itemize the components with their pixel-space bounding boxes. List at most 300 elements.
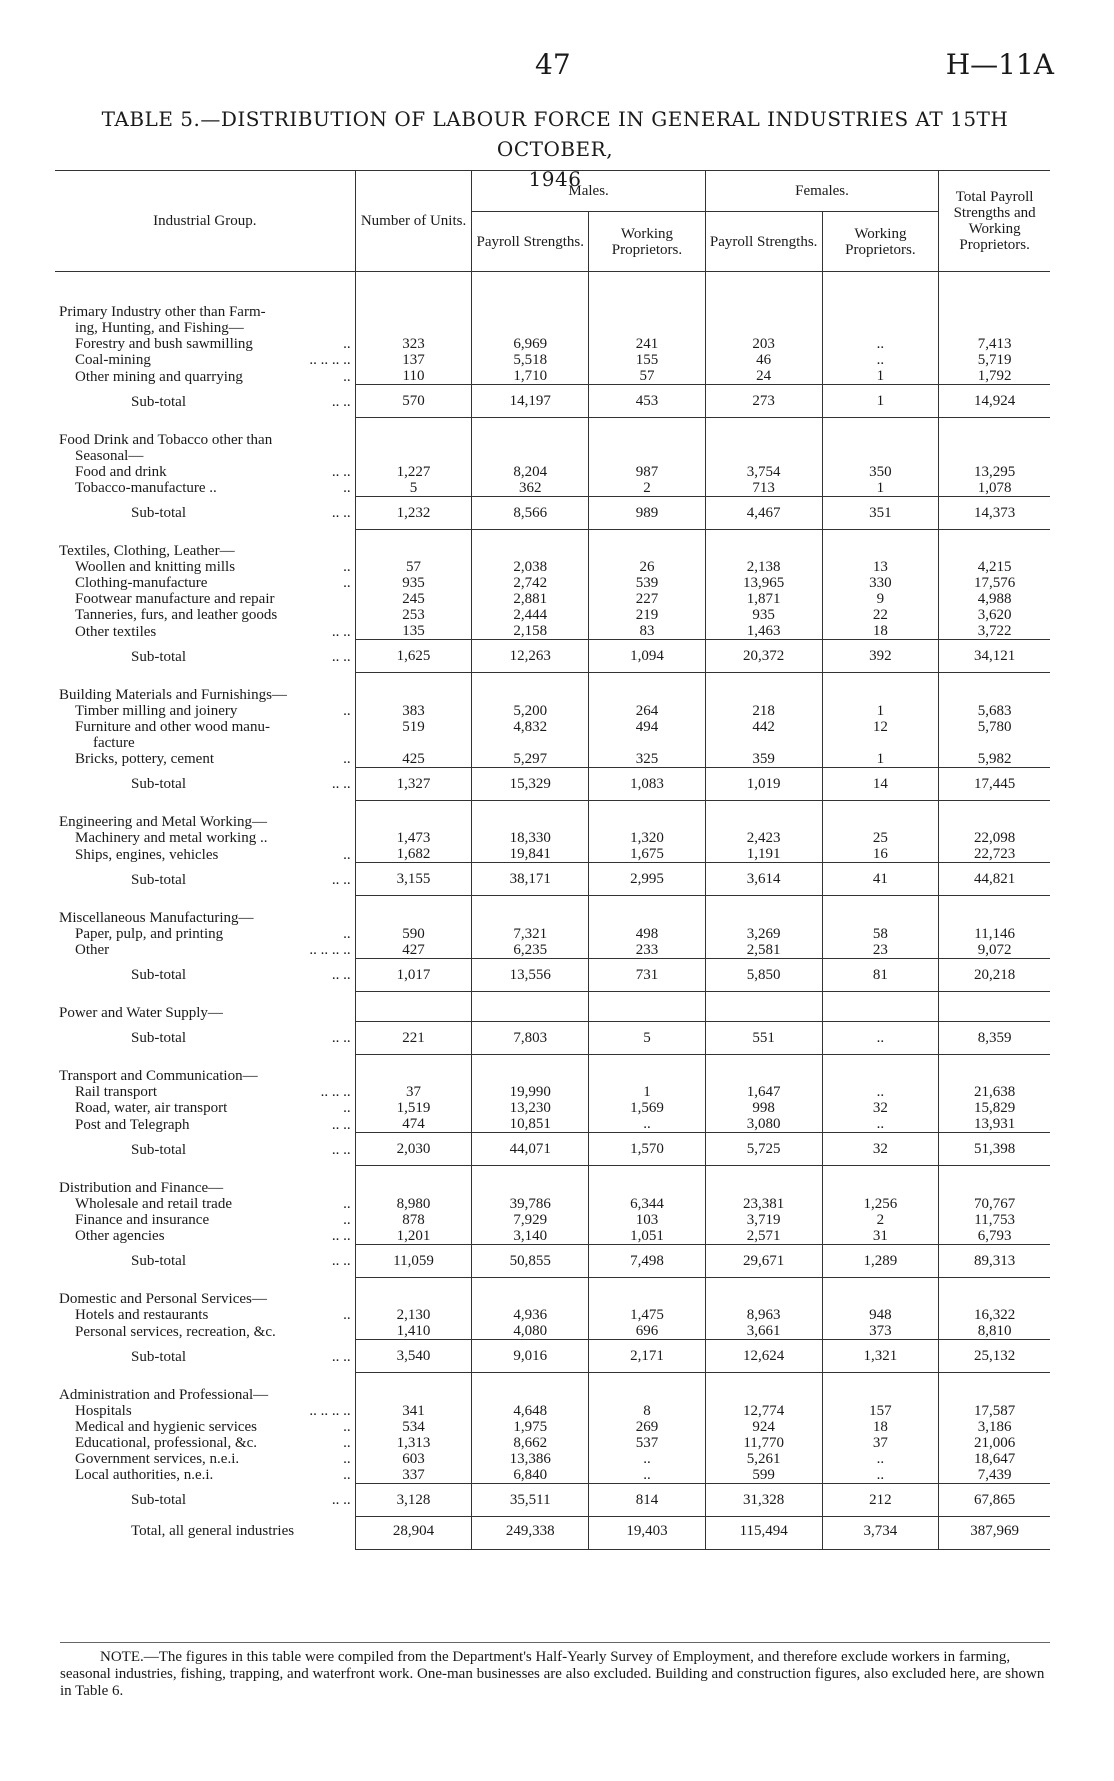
header-females-payroll: Payroll Strengths.: [705, 212, 822, 272]
cell-total: 3,186: [939, 1419, 1050, 1435]
cell-males-working: 233: [589, 942, 706, 959]
blank-cell: [822, 673, 939, 703]
section-heading-row: [55, 800, 1050, 830]
cell-females-payroll: 1,019: [705, 767, 822, 800]
cell-males-payroll: 4,936: [472, 1307, 589, 1323]
cell-females-payroll: 13,965: [705, 575, 822, 591]
section-heading: ing, Hunting, and Fishing—: [75, 320, 244, 336]
blank-cell: [939, 896, 1050, 926]
leader-dots: ..: [343, 846, 351, 863]
blank-cell: [472, 290, 589, 320]
cell-females-payroll: 3,269: [705, 926, 822, 942]
blank-cell: [589, 529, 706, 559]
cell-females-payroll: 24: [705, 368, 822, 385]
cell-males-working: 83: [589, 623, 706, 640]
cell-males-payroll: 8,566: [472, 496, 589, 529]
leader-dots: ..: [343, 925, 351, 942]
blank-cell: [705, 991, 822, 1021]
table-row: [55, 1419, 1050, 1435]
cell-females-payroll: 1,191: [705, 846, 822, 863]
blank-cell: [939, 290, 1050, 320]
blank-cell: [822, 320, 939, 336]
cell-total: 51,398: [939, 1133, 1050, 1166]
page-number: 47: [535, 48, 571, 81]
cell-females-payroll: 5,725: [705, 1133, 822, 1166]
cell-males-working: 26: [589, 559, 706, 575]
cell-females-working: 37: [822, 1435, 939, 1451]
cell-units: 935: [355, 575, 472, 591]
row-label-text: Sub-total: [131, 776, 186, 792]
cell-males-payroll: 1,710: [472, 368, 589, 385]
subtotal-label: [55, 385, 355, 418]
row-label: [55, 352, 355, 368]
row-label: [55, 1403, 355, 1419]
cell-males-payroll: 39,786: [472, 1196, 589, 1212]
cell-males-payroll: 7,929: [472, 1212, 589, 1228]
cell-total: 14,373: [939, 496, 1050, 529]
spacer-cell: [939, 272, 1050, 291]
row-label: [55, 703, 355, 719]
section-heading: Engineering and Metal Working—: [59, 814, 268, 830]
cell-females-working: 23: [822, 942, 939, 959]
row-label-text: Tanneries, furs, and leather goods: [75, 607, 278, 623]
cell-males-payroll: 44,071: [472, 1133, 589, 1166]
leader-dots: .. ..: [331, 967, 351, 983]
table-row: [55, 942, 1050, 959]
blank-cell: [705, 1054, 822, 1084]
cell-males-payroll: 2,881: [472, 591, 589, 607]
leader-dots: .. ..: [331, 1492, 351, 1508]
leader-dots: ..: [343, 1195, 351, 1212]
cell-females-payroll: 2,138: [705, 559, 822, 575]
blank-cell: [589, 1277, 706, 1307]
cell-units: 1,473: [355, 830, 472, 846]
section-heading: Textiles, Clothing, Leather—: [59, 543, 235, 559]
blank-cell: [355, 1054, 472, 1084]
cell-females-payroll: [705, 735, 822, 751]
blank-cell: [939, 1373, 1050, 1403]
blank-cell: [472, 529, 589, 559]
blank-cell: [822, 290, 939, 320]
cell-total: 18,647: [939, 1451, 1050, 1467]
blank-cell: [705, 1166, 822, 1196]
blank-cell: [589, 800, 706, 830]
section-heading: Distribution and Finance—: [59, 1179, 224, 1196]
cell-units: 590: [355, 926, 472, 942]
cell-males-payroll: [472, 735, 589, 751]
cell-females-payroll: 20,372: [705, 640, 822, 673]
blank-cell: [939, 673, 1050, 703]
blank-cell: [939, 320, 1050, 336]
cell-females-working: 212: [822, 1483, 939, 1516]
blank-cell: [589, 290, 706, 320]
row-label-text: Other: [75, 942, 110, 958]
cell-females-payroll: 935: [705, 607, 822, 623]
cell-females-working: 1: [822, 368, 939, 385]
cell-males-payroll: 5,297: [472, 751, 589, 768]
section-heading-row: [55, 448, 1050, 464]
blank-cell: [589, 320, 706, 336]
cell-males-working: 498: [589, 926, 706, 942]
row-label-text: Hospitals: [75, 1402, 132, 1419]
blank-cell: [589, 673, 706, 703]
subtotal-row: [55, 640, 1050, 673]
table-row: [55, 735, 1050, 751]
blank-cell: [472, 320, 589, 336]
cell-units: 135: [355, 623, 472, 640]
leader-dots: .. ..: [331, 1228, 351, 1244]
subtotal-row: [55, 863, 1050, 896]
cell-total: 13,295: [939, 464, 1050, 480]
cell-females-payroll: 4,467: [705, 496, 822, 529]
cell-females-working: 12: [822, 719, 939, 735]
row-label-text: Sub-total: [131, 1141, 186, 1158]
row-label-text: Rail transport: [75, 1084, 158, 1100]
subtotal-label: [55, 1021, 355, 1054]
table-row: [55, 352, 1050, 368]
cell-males-payroll: 7,321: [472, 926, 589, 942]
cell-units: 1,682: [355, 846, 472, 863]
blank-cell: [355, 1373, 472, 1403]
cell-females-payroll: 115,494: [705, 1516, 822, 1549]
row-label-text: Total, all general industries: [131, 1523, 295, 1539]
cell-females-working: ..: [822, 336, 939, 352]
leader-dots: .. ..: [331, 1141, 351, 1158]
cell-females-payroll: 3,614: [705, 863, 822, 896]
cell-units: 425: [355, 751, 472, 768]
table-row: [55, 464, 1050, 480]
header-males: Males.: [472, 171, 705, 212]
footnote: NOTE.—The figures in this table were compiled from the Department's Half-Yearly Survey of Employment, and therefore exclude workers in farming, seasonal industries, fishing, trapping, and waterfront work. One-man businesses are also excluded. Building and construction figures, also excluded here, are shown in Table 6.: [60, 1642, 1050, 1700]
cell-females-working: 1,321: [822, 1340, 939, 1373]
table-row: [55, 575, 1050, 591]
cell-units: 337: [355, 1467, 472, 1484]
row-label-text: Tobacco-manufacture ..: [75, 480, 217, 496]
cell-total: 17,576: [939, 575, 1050, 591]
labour-force-table: [55, 170, 1050, 1550]
cell-females-working: 18: [822, 1419, 939, 1435]
cell-males-working: 1,320: [589, 830, 706, 846]
cell-females-payroll: 23,381: [705, 1196, 822, 1212]
cell-males-working: 696: [589, 1323, 706, 1340]
cell-males-payroll: 2,444: [472, 607, 589, 623]
cell-units: 1,410: [355, 1323, 472, 1340]
cell-units: 427: [355, 942, 472, 959]
row-label: [55, 1419, 355, 1435]
table-row: [55, 623, 1050, 640]
cell-females-working: 1,256: [822, 1196, 939, 1212]
cell-units: [355, 735, 472, 751]
blank-cell: [939, 448, 1050, 464]
cell-males-payroll: 2,158: [472, 623, 589, 640]
header-males-working: Working Proprietors.: [589, 212, 706, 272]
row-label-text: Coal-mining: [75, 352, 151, 368]
table-row: [55, 1084, 1050, 1100]
cell-males-working: 6,344: [589, 1196, 706, 1212]
cell-males-payroll: 1,975: [472, 1419, 589, 1435]
row-label-text: Other mining and quarrying: [75, 368, 243, 385]
cell-males-working: 1,083: [589, 767, 706, 800]
leader-dots: ..: [343, 480, 351, 496]
cell-total: 8,359: [939, 1021, 1050, 1054]
row-label-text: Sub-total: [131, 1030, 186, 1046]
table-row: [55, 1467, 1050, 1484]
leader-dots: ..: [343, 1467, 351, 1483]
cell-males-working: 155: [589, 352, 706, 368]
cell-total: 1,792: [939, 368, 1050, 385]
cell-males-payroll: 5,518: [472, 352, 589, 368]
cell-units: 534: [355, 1419, 472, 1435]
blank-cell: [355, 448, 472, 464]
cell-males-payroll: 14,197: [472, 385, 589, 418]
cell-males-working: 19,403: [589, 1516, 706, 1549]
cell-males-payroll: 35,511: [472, 1483, 589, 1516]
cell-males-payroll: 13,230: [472, 1100, 589, 1116]
row-label: [55, 1212, 355, 1228]
cell-males-payroll: 4,648: [472, 1403, 589, 1419]
cell-males-working: 1,570: [589, 1133, 706, 1166]
row-label: [55, 1435, 355, 1451]
cell-units: 37: [355, 1084, 472, 1100]
cell-males-payroll: 2,742: [472, 575, 589, 591]
blank-cell: [939, 418, 1050, 448]
cell-males-working: 1,675: [589, 846, 706, 863]
section-heading: Primary Industry other than Farm-: [59, 304, 266, 320]
subtotal-label: [55, 1244, 355, 1277]
spacer-cell: [705, 272, 822, 291]
subtotal-row: [55, 1244, 1050, 1277]
blank-cell: [355, 896, 472, 926]
cell-females-payroll: 3,754: [705, 464, 822, 480]
row-label-text: Sub-total: [131, 1253, 186, 1269]
cell-females-payroll: 273: [705, 385, 822, 418]
cell-total: 1,078: [939, 480, 1050, 497]
row-label: [55, 480, 355, 497]
row-label-text: Road, water, air transport: [75, 1100, 228, 1116]
cell-males-working: ..: [589, 1116, 706, 1133]
leader-dots: .. ..: [331, 648, 351, 665]
cell-total: 5,982: [939, 751, 1050, 768]
cell-males-working: 1,569: [589, 1100, 706, 1116]
row-label-text: Machinery and metal working ..: [75, 830, 268, 846]
row-label-text: Sub-total: [131, 967, 186, 983]
header-industrial-group: Industrial Group.: [55, 171, 355, 272]
cell-males-payroll: 8,662: [472, 1435, 589, 1451]
cell-females-payroll: 218: [705, 703, 822, 719]
row-label-text: Medical and hygienic services: [75, 1418, 258, 1435]
cell-females-payroll: 46: [705, 352, 822, 368]
subtotal-label: [55, 863, 355, 896]
cell-total: 11,146: [939, 926, 1050, 942]
leader-dots: ..: [343, 1434, 351, 1451]
cell-units: 2,030: [355, 1133, 472, 1166]
leader-dots: ..: [343, 1418, 351, 1435]
cell-females-payroll: 1,463: [705, 623, 822, 640]
leader-dots: .. ..: [331, 393, 351, 410]
cell-males-working: 8: [589, 1403, 706, 1419]
cell-total: 5,719: [939, 352, 1050, 368]
cell-females-working: 3,734: [822, 1516, 939, 1549]
cell-males-payroll: 6,840: [472, 1467, 589, 1484]
spacer-row: [55, 272, 1050, 291]
section-heading-row: [55, 1277, 1050, 1307]
row-label: [55, 942, 355, 959]
blank-cell: [822, 896, 939, 926]
blank-cell: [589, 1373, 706, 1403]
cell-females-working: 157: [822, 1403, 939, 1419]
blank-cell: [589, 991, 706, 1021]
cell-males-working: 2,171: [589, 1340, 706, 1373]
blank-cell: [822, 1054, 939, 1084]
blank-cell: [822, 1277, 939, 1307]
row-label: [55, 1228, 355, 1245]
subtotal-label: [55, 1483, 355, 1516]
cell-males-payroll: 4,080: [472, 1323, 589, 1340]
cell-males-payroll: 13,386: [472, 1451, 589, 1467]
row-label: [55, 926, 355, 942]
cell-total: 21,006: [939, 1435, 1050, 1451]
table-row: [55, 830, 1050, 846]
cell-total: 22,098: [939, 830, 1050, 846]
cell-females-working: ..: [822, 1467, 939, 1484]
section-heading-row: [55, 418, 1050, 448]
leader-dots: .. .. ..: [320, 1084, 351, 1100]
cell-males-payroll: 50,855: [472, 1244, 589, 1277]
cell-females-payroll: 924: [705, 1419, 822, 1435]
cell-females-payroll: 5,261: [705, 1451, 822, 1467]
cell-females-payroll: 3,080: [705, 1116, 822, 1133]
cell-females-payroll: 599: [705, 1467, 822, 1484]
cell-males-payroll: 13,556: [472, 958, 589, 991]
cell-males-payroll: 4,832: [472, 719, 589, 735]
row-label-text: Other textiles: [75, 623, 157, 640]
subtotal-label: [55, 1340, 355, 1373]
table-row: [55, 607, 1050, 623]
cell-total: 13,931: [939, 1116, 1050, 1133]
cell-males-working: 989: [589, 496, 706, 529]
blank-cell: [705, 320, 822, 336]
cell-units: 474: [355, 1116, 472, 1133]
section-heading-row: [55, 1166, 1050, 1196]
cell-males-working: ..: [589, 1451, 706, 1467]
cell-females-payroll: 2,581: [705, 942, 822, 959]
row-label: [55, 735, 355, 751]
cell-females-payroll: 998: [705, 1100, 822, 1116]
subtotal-label: [55, 1133, 355, 1166]
leader-dots: ..: [343, 1100, 351, 1116]
table-row: [55, 559, 1050, 575]
section-heading: Miscellaneous Manufacturing—: [59, 909, 254, 926]
row-label-text: Finance and insurance: [75, 1211, 210, 1228]
cell-males-working: 2,995: [589, 863, 706, 896]
leader-dots: .. ..: [331, 1253, 351, 1269]
blank-cell: [705, 448, 822, 464]
cell-females-working: 9: [822, 591, 939, 607]
cell-females-payroll: 551: [705, 1021, 822, 1054]
cell-females-working: ..: [822, 1021, 939, 1054]
blank-cell: [822, 991, 939, 1021]
cell-males-working: 269: [589, 1419, 706, 1435]
blank-cell: [705, 673, 822, 703]
cell-females-working: 58: [822, 926, 939, 942]
row-label-text: Footwear manufacture and repair: [75, 591, 275, 607]
cell-total: 25,132: [939, 1340, 1050, 1373]
cell-males-working: 453: [589, 385, 706, 418]
cell-units: 245: [355, 591, 472, 607]
cell-units: 110: [355, 368, 472, 385]
table-row: [55, 703, 1050, 719]
row-label-text: Government services, n.e.i.: [75, 1450, 240, 1467]
cell-total: 3,620: [939, 607, 1050, 623]
leader-dots: ..: [343, 1450, 351, 1467]
section-heading-row: [55, 896, 1050, 926]
leader-dots: ..: [343, 368, 351, 385]
cell-females-working: 18: [822, 623, 939, 640]
header-males-payroll: Payroll Strengths.: [472, 212, 589, 272]
cell-total: 7,439: [939, 1467, 1050, 1484]
cell-units: 1,227: [355, 464, 472, 480]
cell-females-payroll: 713: [705, 480, 822, 497]
blank-cell: [705, 800, 822, 830]
cell-units: 1,313: [355, 1435, 472, 1451]
row-label-text: Sub-total: [131, 648, 186, 665]
leader-dots: .. ..: [331, 623, 351, 640]
cell-males-working: ..: [589, 1467, 706, 1484]
cell-total: 20,218: [939, 958, 1050, 991]
table-row: [55, 1323, 1050, 1340]
cell-units: 1,201: [355, 1228, 472, 1245]
cell-females-payroll: 31,328: [705, 1483, 822, 1516]
cell-females-working: 32: [822, 1100, 939, 1116]
cell-males-working: 264: [589, 703, 706, 719]
blank-cell: [355, 800, 472, 830]
cell-units: 519: [355, 719, 472, 735]
row-label-text: Wholesale and retail trade: [75, 1195, 233, 1212]
section-heading-row: [55, 529, 1050, 559]
cell-females-payroll: 5,850: [705, 958, 822, 991]
leader-dots: .. .. .. ..: [309, 352, 351, 368]
cell-males-payroll: 5,200: [472, 703, 589, 719]
row-label-text: Food and drink: [75, 463, 167, 480]
section-heading: Domestic and Personal Services—: [59, 1291, 267, 1307]
cell-females-working: 41: [822, 863, 939, 896]
cell-males-payroll: 15,329: [472, 767, 589, 800]
cell-males-working: 1,094: [589, 640, 706, 673]
cell-females-working: ..: [822, 1451, 939, 1467]
row-label-text: Paper, pulp, and printing: [75, 925, 224, 942]
leader-dots: .. ..: [331, 463, 351, 480]
cell-males-payroll: 12,263: [472, 640, 589, 673]
section-heading: Building Materials and Furnishings—: [59, 686, 287, 703]
cell-females-working: 14: [822, 767, 939, 800]
table-row: [55, 719, 1050, 735]
blank-cell: [355, 529, 472, 559]
blank-cell: [939, 991, 1050, 1021]
table-row: [55, 1100, 1050, 1116]
cell-males-working: 1,051: [589, 1228, 706, 1245]
cell-males-working: 1: [589, 1084, 706, 1100]
subtotal-row: [55, 496, 1050, 529]
cell-total: 89,313: [939, 1244, 1050, 1277]
cell-females-payroll: 11,770: [705, 1435, 822, 1451]
blank-cell: [705, 1277, 822, 1307]
cell-females-working: 1: [822, 751, 939, 768]
blank-cell: [939, 1166, 1050, 1196]
cell-females-working: 2: [822, 1212, 939, 1228]
cell-females-payroll: 2,571: [705, 1228, 822, 1245]
section-heading-row: [55, 1373, 1050, 1403]
table-row: [55, 1212, 1050, 1228]
